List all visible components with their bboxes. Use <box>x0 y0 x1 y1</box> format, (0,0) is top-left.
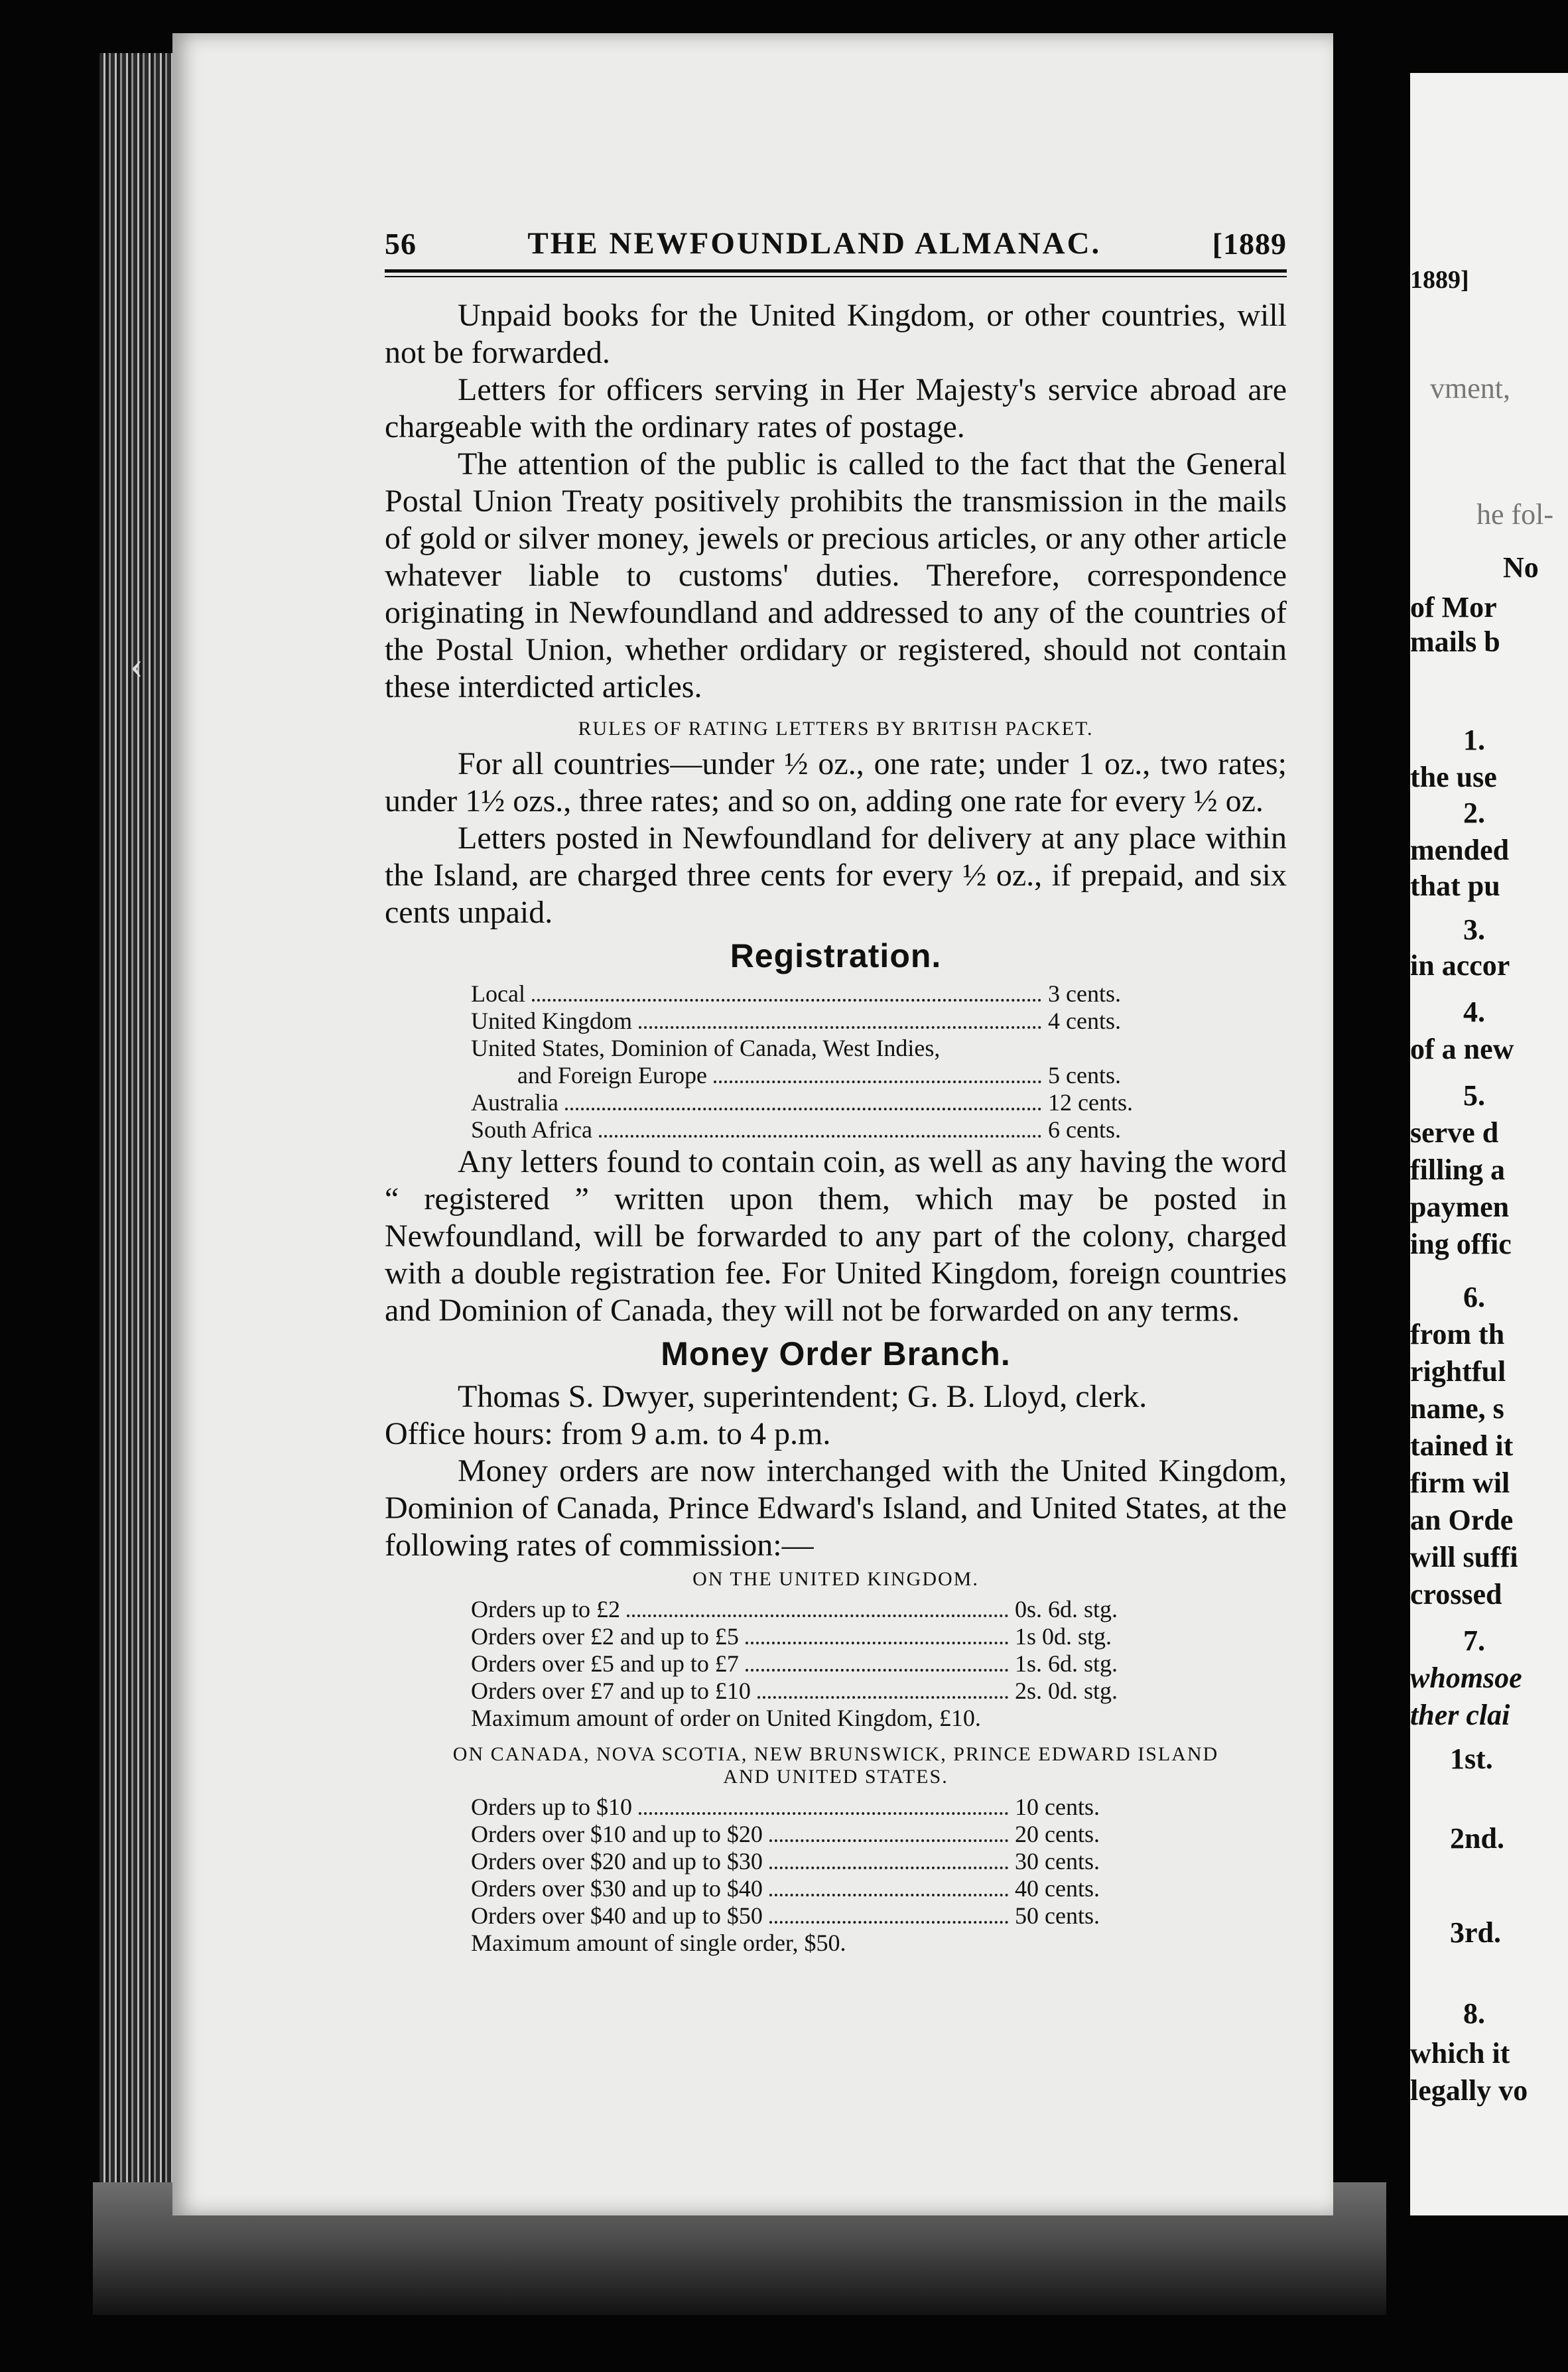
row-value: 6 cents. <box>1048 1116 1121 1143</box>
row-label: South Africa <box>471 1116 592 1143</box>
row-value: 5 cents. <box>1048 1062 1121 1088</box>
facing-line: 7. <box>1463 1624 1485 1657</box>
facing-line: legally vo <box>1410 2074 1528 2107</box>
row-label: Orders up to $10 <box>471 1794 632 1820</box>
row-label: United Kingdom <box>471 1008 632 1034</box>
facing-line: 4. <box>1463 996 1485 1028</box>
paragraph-rating-rule: For all countries—under ½ oz., one rate; under 1 oz., two rates; under 1½ ozs., three rates; and so on, adding one rate for every ½ oz. <box>385 746 1287 819</box>
facing-line: 2. <box>1463 797 1485 829</box>
facing-line: tained it <box>1410 1429 1514 1462</box>
table-row <box>471 1035 1134 1062</box>
row-label: Orders over $20 and up to $30 <box>471 1848 763 1875</box>
table-row <box>471 1821 1147 1848</box>
facing-line: from th <box>1410 1318 1505 1351</box>
facing-line: of Mor <box>1410 591 1497 624</box>
dot-leader <box>769 1867 1008 1869</box>
table-row <box>471 1794 1147 1821</box>
uk-maximum-line: Maximum amount of order on United Kingdom, £10. <box>471 1705 981 1731</box>
facing-line: 5. <box>1463 1079 1485 1112</box>
row-value: 2s. 0d. stg. <box>1015 1678 1118 1704</box>
facing-line: ing offic <box>1410 1228 1512 1260</box>
facing-line: the use <box>1410 761 1497 793</box>
dot-leader <box>639 1812 1008 1815</box>
header-rule-thin <box>385 276 1287 277</box>
page-content <box>385 226 1287 1956</box>
paragraph-postal-union: The attention of the public is called to the fact that the General Postal Union Treaty positively prohibits the transmission in the mails of gold or silver money, jewels or precious articles, or any other article whatever liable to customs' duties. Therefore, correspondence originating in Newfoundland and addressed to any of the countries of the Postal Union, whether ordidary or registered, should not contain these interdicted articles. <box>385 446 1287 704</box>
facing-line: vment, <box>1430 372 1510 405</box>
facing-line: that pu <box>1410 870 1500 902</box>
table-row <box>471 1623 1147 1650</box>
row-value: 20 cents. <box>1015 1821 1100 1847</box>
facing-line: mended <box>1410 834 1510 866</box>
dot-leader <box>769 1921 1008 1924</box>
facing-line: crossed <box>1410 1578 1502 1611</box>
na-rates-table <box>471 1794 1147 1930</box>
margin-pointer-icon: ‹ <box>130 643 143 687</box>
book-page-right <box>1410 73 1568 2215</box>
dot-leader <box>714 1081 1041 1083</box>
paragraph-officers: Letters for officers serving in Her Majesty's service abroad are chargeable with the ordinary rates of postage. <box>385 372 1287 444</box>
row-label: Orders over $30 and up to $40 <box>471 1875 763 1902</box>
dot-leader <box>599 1135 1041 1138</box>
row-label: Orders over £5 and up to £7 <box>471 1650 739 1677</box>
paragraph-unpaid-books: Unpaid books for the United Kingdom, or other countries, will not be forwarded. <box>385 298 1287 370</box>
table-row <box>471 1875 1147 1902</box>
row-label: Orders over £7 and up to £10 <box>471 1678 751 1704</box>
running-header <box>385 226 1287 261</box>
row-label: Orders up to £2 <box>471 1596 620 1622</box>
dot-leader <box>627 1614 1008 1617</box>
page-number: 56 <box>385 227 417 261</box>
row-label: Orders over $40 and up to $50 <box>471 1902 763 1929</box>
rules-heading: RULES OF RATING LETTERS BY BRITISH PACKET. <box>578 718 1094 740</box>
dot-leader <box>769 1894 1008 1896</box>
facing-line: No <box>1503 551 1539 584</box>
table-row <box>471 1678 1147 1705</box>
facing-line: filling a <box>1410 1153 1506 1186</box>
row-label: United States, Dominion of Canada, West Indies, <box>471 1035 941 1061</box>
row-value: 40 cents. <box>1015 1875 1100 1902</box>
facing-line: mails b <box>1410 626 1500 658</box>
registration-table <box>471 980 1134 1144</box>
money-order-heading: Money Order Branch. <box>661 1335 1011 1372</box>
row-value: 30 cents. <box>1015 1848 1100 1875</box>
facing-line: firm wil <box>1410 1467 1510 1499</box>
row-value: 50 cents. <box>1015 1902 1100 1929</box>
table-row <box>471 980 1134 1008</box>
facing-line: of a new <box>1410 1033 1514 1065</box>
table-row <box>471 1650 1147 1678</box>
row-value: 12 cents. <box>1048 1089 1133 1116</box>
facing-line: 2nd. <box>1450 1822 1504 1855</box>
dot-leader <box>565 1108 1041 1110</box>
dot-leader <box>639 1026 1041 1029</box>
facing-line: he fol- <box>1476 498 1554 531</box>
facing-line: name, s <box>1410 1392 1504 1425</box>
facing-line: an Orde <box>1410 1504 1514 1536</box>
row-label: and Foreign Europe <box>517 1062 707 1088</box>
facing-line: ther clai <box>1410 1699 1510 1731</box>
na-maximum-line: Maximum amount of single order, $50. <box>471 1930 846 1956</box>
facing-line: 8. <box>1463 1997 1485 2030</box>
uk-rates-table <box>471 1596 1147 1705</box>
table-row <box>471 1008 1134 1035</box>
na-rates-heading-2: AND UNITED STATES. <box>723 1766 948 1788</box>
facing-line: paymen <box>1410 1191 1510 1223</box>
dot-leader <box>769 1839 1008 1842</box>
header-year: [1889 <box>1212 227 1287 261</box>
paragraph-registered-letters: Any letters found to contain coin, as well as any having the word “ registered ” written upon them, which may be posted in Newfoundland, will be forwarded to any part of the colony, charged with a double registration fee. For United Kingdom, foreign countries and Dominion of Canada, they will not be forwarded on any terms. <box>385 1144 1287 1328</box>
dot-leader <box>532 999 1041 1002</box>
facing-line: 3. <box>1463 913 1485 946</box>
facing-line: whomsoe <box>1410 1662 1522 1694</box>
facing-line: 1. <box>1463 724 1485 756</box>
table-row <box>471 1116 1134 1144</box>
facing-line: 3rd. <box>1450 1916 1501 1949</box>
dot-leader <box>757 1696 1008 1699</box>
money-order-hours: Office hours: from 9 a.m. to 4 p.m. <box>385 1416 831 1451</box>
facing-line: in accor <box>1410 949 1510 982</box>
table-row <box>471 1596 1147 1623</box>
dot-leader <box>746 1669 1008 1672</box>
table-row <box>471 1902 1147 1930</box>
running-title: THE NEWFOUNDLAND ALMANAC. <box>527 226 1102 261</box>
row-value: 4 cents. <box>1048 1008 1121 1034</box>
na-rates-heading: ON CANADA, NOVA SCOTIA, NEW BRUNSWICK, PRINCE EDWARD ISLAND <box>452 1743 1219 1765</box>
dot-leader <box>746 1642 1008 1644</box>
facing-line: 6. <box>1463 1281 1485 1313</box>
book-page-edges <box>99 53 172 2202</box>
row-label: Orders over $10 and up to $20 <box>471 1821 763 1847</box>
header-rule-thick <box>385 269 1287 273</box>
paragraph-local-rate: Letters posted in Newfoundland for delivery at any place within the Island, are charged three cents for every ½ oz., if prepaid, and six cents unpaid. <box>385 821 1287 930</box>
paragraph-money-orders: Money orders are now interchanged with the United Kingdom, Dominion of Canada, Prince Edward's Island, and United States, at the following rates of commission:— <box>385 1453 1287 1563</box>
table-row <box>471 1062 1134 1089</box>
facing-line: 1st. <box>1450 1743 1493 1775</box>
row-label: Orders over £2 and up to £5 <box>471 1623 739 1650</box>
row-label: Australia <box>471 1089 558 1116</box>
facing-line: which it <box>1410 2037 1510 2070</box>
facing-line: rightful <box>1410 1355 1506 1388</box>
money-order-staff: Thomas S. Dwyer, superintendent; G. B. Lloyd, clerk. <box>458 1379 1147 1414</box>
row-value: 0s. 6d. stg. <box>1015 1596 1118 1622</box>
facing-line: serve d <box>1410 1116 1499 1149</box>
facing-header: 1889] <box>1410 266 1469 294</box>
table-row <box>471 1848 1147 1875</box>
registration-heading: Registration. <box>730 937 942 974</box>
uk-rates-heading: ON THE UNITED KINGDOM. <box>692 1568 979 1590</box>
row-value: 1s. 6d. stg. <box>1015 1650 1118 1677</box>
row-value: 10 cents. <box>1015 1794 1100 1820</box>
row-label: Local <box>471 980 525 1007</box>
facing-line: will suffi <box>1410 1541 1518 1573</box>
row-value: 1s 0d. stg. <box>1015 1623 1112 1650</box>
table-row <box>471 1089 1134 1116</box>
row-value: 3 cents. <box>1048 980 1121 1007</box>
